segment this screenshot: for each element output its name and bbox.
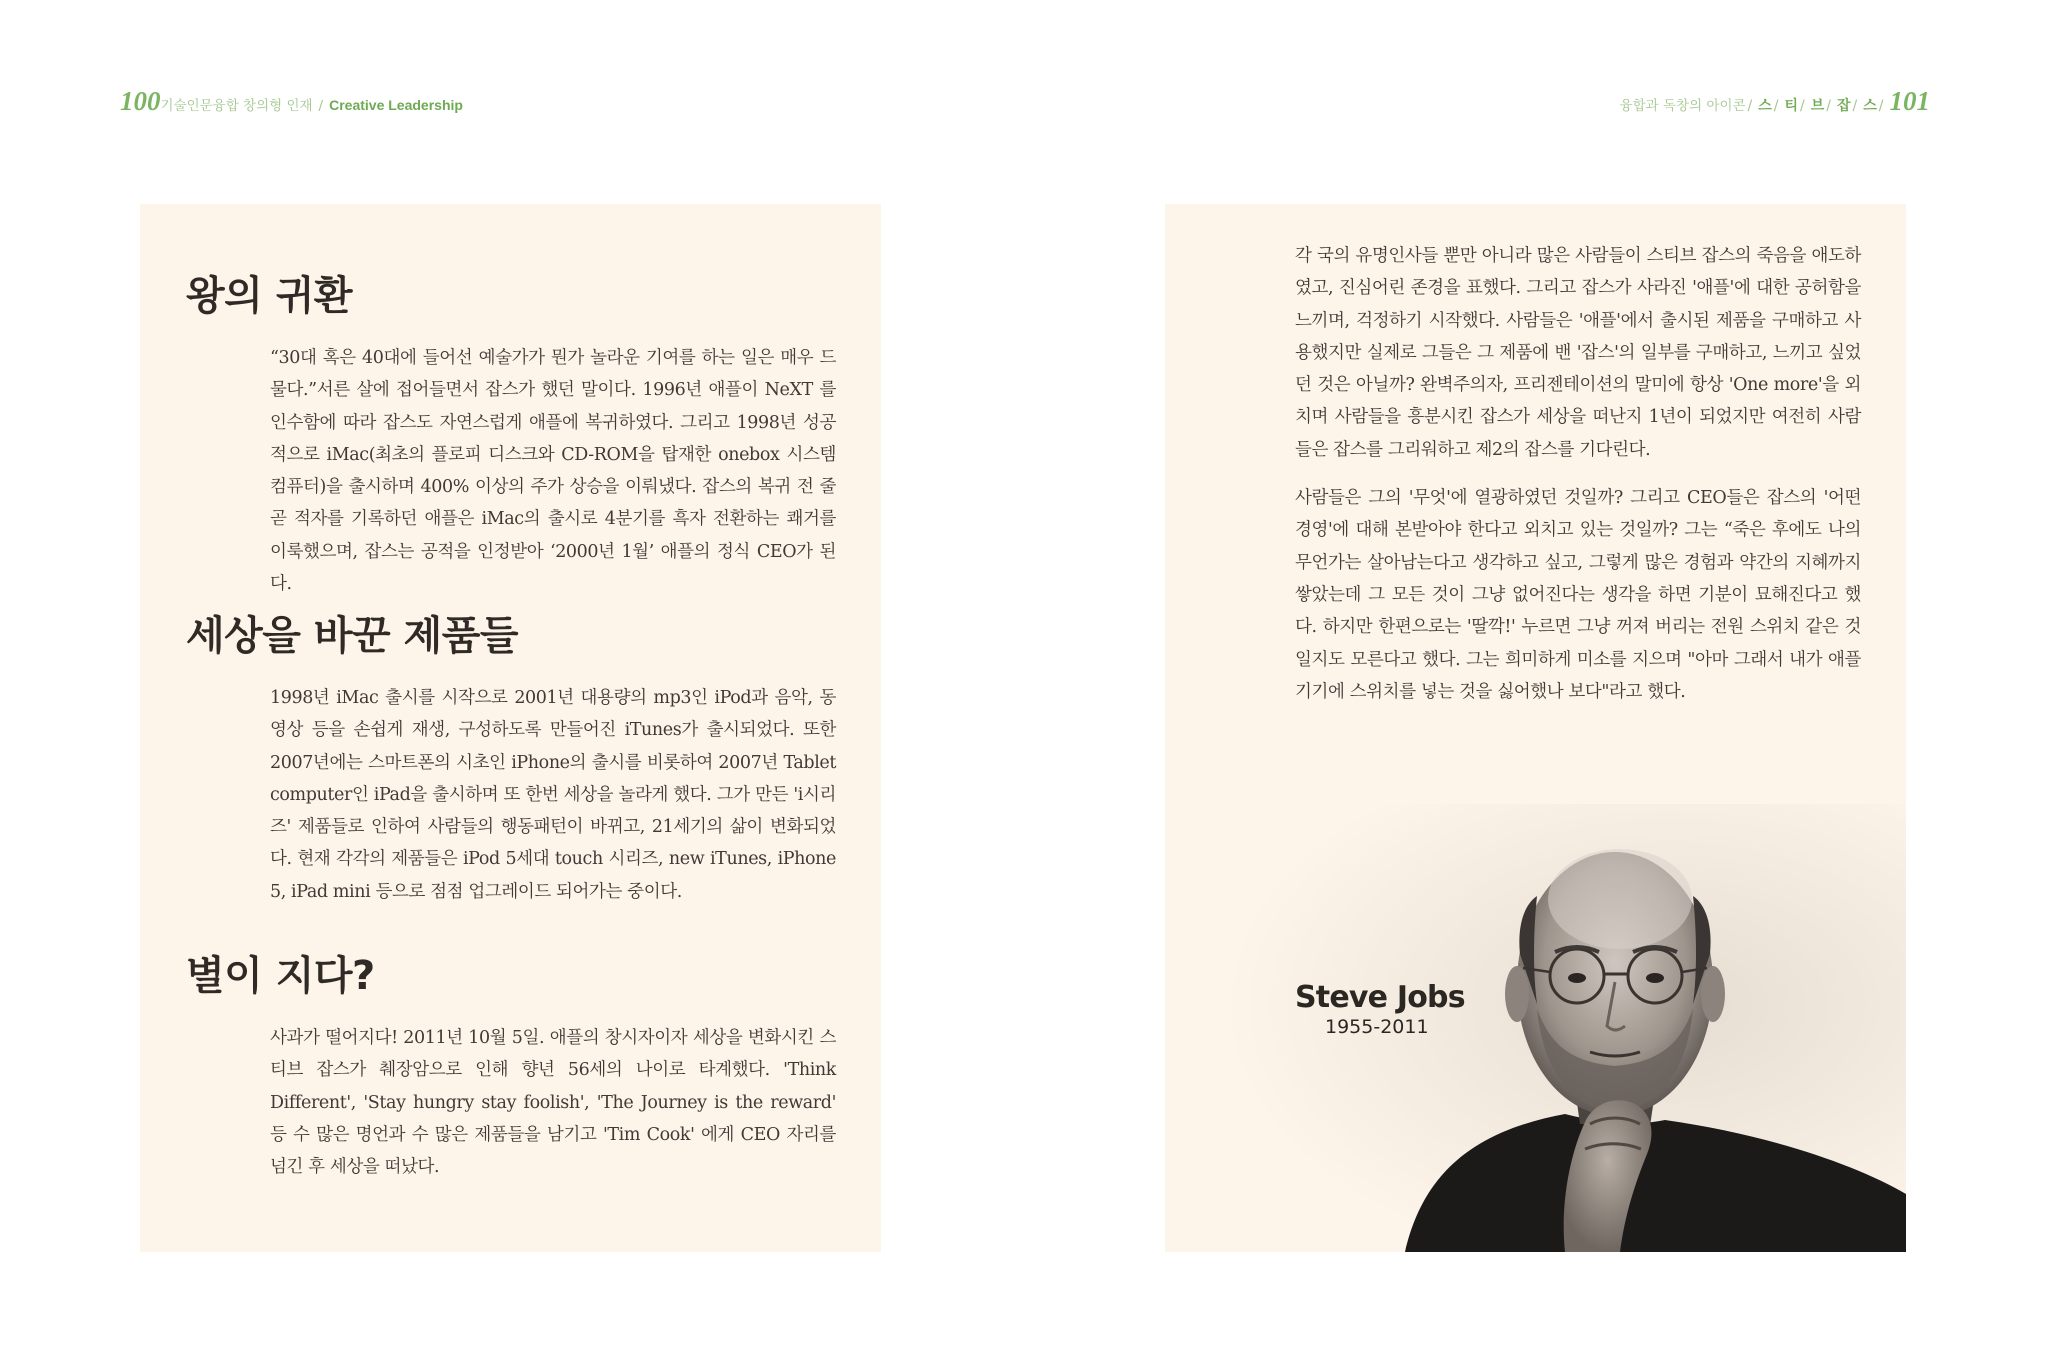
section-return-of-king (186, 272, 836, 600)
book-title-left: Creative Leadership (329, 97, 463, 113)
header-separator: / (1800, 98, 1805, 114)
section-body: 사과가 떨어지다! 2011년 10월 5일. 애플의 창시자이자 세상을 변화시킨 스티브 잡스가 췌장암으로 인해 향년 56세의 나이로 타계했다. 'Think Different', 'Stay hungry stay foolish', 'The Journey is the reward' 등 수 많은 명언과 수 많은 제품들을 남기고 'Tim Cook' 에게 CEO 자리를 넘긴 후 세상을 떠났다. (270, 1028, 836, 1178)
page-number-right: 101 (1889, 86, 1930, 116)
paragraph: 각 국의 유명인사들 뿐만 아니라 많은 사람들이 스티브 잡스의 죽음을 애도하였고, 진심어린 존경을 표했다. 그리고 잡스가 사라진 '애플'에 대한 공허함을 느끼며, 걱정하기 시작했다. 사람들은 '애플'에서 출시된 제품을 구매하고 사용했지만 실제로 그들은 그 제품에 밴 '잡스'의 일부를 구매하고, 느끼고 싶었던 것은 아닐까? 완벽주의자, 프리젠테이션의 말미에 항상 'One more'을 외치며 사람들을 흥분시킨 잡스가 세상을 떠난지 1년이 되었지만 여전히 사람들은 잡스를 그리워하고 제2의 잡스를 기다린다. (1295, 246, 1861, 460)
chapter-char: 티 (1784, 98, 1799, 114)
photo-caption-name: Steve Jobs (1295, 980, 1465, 1015)
page-number-left: 100 (120, 86, 161, 116)
section-body: 1998년 iMac 출시를 시작으로 2001년 대용량의 mp3인 iPod과 음악, 동영상 등을 손쉽게 재생, 구성하도록 만들어진 iTunes가 출시되었다. 또한 2007년에는 스마트폰의 시초인 iPhone의 출시를 비롯하여 2007년 Tablet computer인 iPad을 출시하며 또 한번 세상을 놀라게 했다. 그가 만든 'i시리즈' 제품들로 인하여 사람들의 행동패턴이 바뀌고, 21세기의 삶이 변화되었다. 현재 각각의 제품들은 iPod 5세대 touch 시리즈, new iTunes, iPhone 5, iPad mini 등으로 점점 업그레이드 되어가는 중이다. (270, 688, 836, 902)
header-separator: / (1852, 98, 1858, 114)
right-page-panel (1165, 204, 1906, 1252)
chapter-char: 잡 (1837, 98, 1851, 114)
section-title: 별이 지다? (186, 953, 375, 999)
header-right (1620, 86, 1930, 117)
portrait-photo-icon (1165, 804, 1906, 1252)
chapter-subtitle-right: 융합과 독창의 아이콘 (1619, 98, 1746, 114)
chapter-char: 스 (1758, 98, 1772, 114)
chapter-char: 스 (1863, 98, 1877, 114)
header-separator: / (1747, 98, 1753, 114)
section-title: 세상을 바꾼 제품들 (186, 613, 518, 659)
paragraph: 사람들은 그의 '무엇'에 열광하였던 것일까? 그리고 CEO들은 잡스의 '어떤 경영'에 대해 본받아야 한다고 외치고 있는 것일까? 그는 “죽은 후에도 나의 무언가는 살아남는다고 생각하고 싶고, 그렇게 많은 경험과 약간의 지혜까지 쌓았는데 그 모든 것이 그냥 없어진다는 생각을 하면 기분이 묘해진다고 했다. 하지만 한편으로는 '딸깍!' 누르면 그냥 꺼져 버리는 전원 스위치 같은 것일지도 모른다고 했다. 그는 희미하게 미소를 지으며 "아마 그래서 내가 애플 기기에 스위치를 넣는 것을 싫어했나 보다"라고 했다. (1295, 488, 1861, 702)
book-subtitle-left: 기술인문융합 창의형 인재 (160, 98, 313, 114)
section-body: “30대 혹은 40대에 들어선 예술가가 뭔가 놀라운 기여를 하는 일은 매우 드물다.”서른 살에 접어들면서 잡스가 했던 말이다. 1996년 애플이 NeXT 를 인수함에 따라 잡스도 자연스럽게 애플에 복귀하였다. 그리고 1998년 성공적으로 iMac(최초의 플로피 디스크와 CD-ROM을 탑재한 onebox 시스템 컴퓨터)을 출시하며 400% 이상의 주가 상승을 이뤄냈다. 잡스의 복귀 전 줄곧 적자를 기록하던 애플은 iMac의 출시로 4분기를 흑자 전환하는 쾌거를 이룩했으며, 잡스는 공적을 인정받아 ‘2000년 1월’ 애플의 정식 CEO가 된다. (270, 348, 836, 595)
section-world-changing-products (186, 612, 836, 908)
chapter-char: 브 (1810, 98, 1825, 114)
header-separator: / (318, 98, 324, 114)
header-separator: / (1878, 98, 1884, 114)
header-separator: / (1773, 98, 1779, 114)
chapter-title-chars (1746, 95, 1890, 115)
section-title: 왕의 귀환 (186, 273, 352, 319)
photo-caption-years: 1955-2011 (1325, 1016, 1429, 1038)
section-star-falls (186, 952, 836, 1183)
header-separator: / (1826, 98, 1831, 114)
header-left (120, 86, 463, 117)
left-page-panel (140, 204, 881, 1252)
right-page-body (1295, 240, 1861, 724)
